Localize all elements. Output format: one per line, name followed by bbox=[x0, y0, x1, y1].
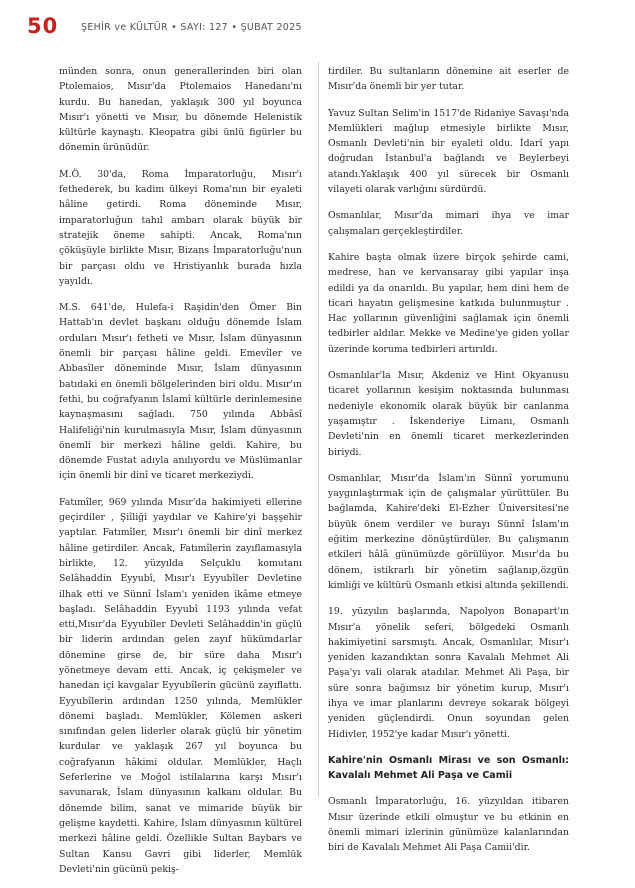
page-number: 50 bbox=[27, 14, 59, 38]
paragraph: Kahire başta olmak üzere birçok şehirde cami, medrese, han ve kervansaray gibi yapılar inşa edildi ya da onarıldı. Bu yapılar, hem dini hem de ticari hayatın gelişmesine katkıda bulunmuştur . Hac yollarının güvenliğini sağlamak için önemli tedbirler aldılar. Mekke ve Medine'ye giden yollar üzerinde koruma tedbirleri artırıldı. bbox=[328, 251, 569, 355]
paragraph: 19. yüzyılın başlarında, Napolyon Bonapart'ın Mısır'a yönelik seferi, bölgedeki Osmanlı hakimiyetini sarsmıştı. Ancak, Osmanlılar, Mısır'ı yeniden kazandıktan sonra Kavalalı Mehmet Ali Paşa'yı vali olarak atadılar. Mehmet Ali Paşa, bir süre sonra bağımsız bir yönetim kurup, Mısır'ı ihya ve imar planlarını devreye sokarak bölgeyi yeniden güçlendirdi. Onun soyundan gelen Hidivler, 1952'ye kadar Mısır'ı yönetti. bbox=[328, 606, 569, 740]
paragraph: M.S. 641'de, Hulefa-i Raşidin'den Ömer Bin Hattab'ın devlet başkanı olduğu dönemde İslam orduları Mısır'ı fetheti ve Mısır, İslam dünyasının önemli bir parçası hâline geldi. Emevîler ve Abbasîler döneminde Mısır, İslam dünyasının batıdaki en önemli bölgelerinden biri oldu. Mısır'ın fethi, bu coğrafyanın İslamî kültürle derinlemesine kaynaşmasını sağladı. 750 yılında Abbâsî Halifeliği'nin kurulmasıyla Mısır, İslam dünyasının önemli bir merkezi hâline geldi. Kahire, bu dönemde Fustat adıyla anılıyordu ve Müslümanlar için önemli bir dinî ve ticaret merkeziydi. bbox=[59, 302, 302, 482]
section-heading: Kahire'nin Osmanlı Mirası ve son Osmanlı: Kavalalı Mehmet Ali Paşa ve Camii bbox=[328, 754, 569, 782]
paragraph: M.Ö. 30'da, Roma İmparatorluğu, Mısır'ı fethederek, bu kadim ülkeyi Roma'nın bir eyaleti hâline getirdi. Roma döneminde Mısır, imparatorluğun tahıl ambarı olarak büyük bir stratejik öneme sahipti. Ancak, Roma'nın çöküşüyle birlikte Mısır, Bizans İmparatorluğu'nun bir parçası oldu ve Hristiyanlık burada hızla yayıldı. bbox=[59, 168, 302, 287]
paragraph: Osmanlılar, Mısır'da mimari ihya ve imar çalışmaları gerçekleştirdiler. bbox=[328, 210, 569, 237]
paragraph: Yavuz Sultan Selim'in 1517'de Ridaniye Savaşı'nda Memlükleri mağlup etmesiyle birlikte Mısır, Osmanlı Devleti'nin bir eyaleti oldu. İdarî yapı doğrudan İstanbul'a bağlandı ve Beylerbeyi atandı.Yaklaşık 400 yıl sürecek bir Osmanlı vilayeti olarak varlığını sürdürdü. bbox=[328, 107, 569, 196]
paragraph: münden sonra, onun generallerinden biri olan Ptolemaios, Mısır'da Ptolemaios Hanedanı'nı kurdu. Bu hanedan, yaklaşık 300 yıl boyunca Mısır'ı yönetti ve Mısır, bu dönemde Helenistik kültürle kaynaştı. Kleopatra gibi ünlü figürler bu dönemin ürünüdür. bbox=[59, 66, 302, 154]
publication-info: ŞEHİR ve KÜLTÜR • SAYI: 127 • ŞUBAT 2025 bbox=[81, 22, 302, 33]
paragraph: tirdiler. Bu sultanların dönemine ait eserler de Mısır'da önemli bir yer tutar. bbox=[328, 66, 569, 93]
paragraph: Osmanlılar'la Mısır, Akdeniz ve Hint Okyanusu ticaret yollarının kesişim noktasında bulunması nedeniyle ekonomik olarak büyük bir canlanma yaşamıştır . İskenderiye Limanı, Osmanlı Devleti'nin en önemli ticaret merkezlerinden biriydi. bbox=[328, 370, 569, 458]
paragraph: Osmanlılar, Mısır'da İslam'ın Sünnî yorumunu yaygınlaştırmak için de çalışmalar yürüttüler. Bu bağlamda, Kahire'deki El-Ezher Üniversitesi'ne büyük önem verdiler ve burayı Sünnî İslam'ın eğitim merkezine dönüştürdüler. Bu çalışmanın etkileri hâlâ günümüzde görülüyor. Mısır'da bu dönem, istikrarlı bir yönetim sağlanıp,özgün kimliği ve kültürü Osmanlı etkisi altında şekillendi. bbox=[328, 472, 569, 591]
paragraph: Fatımîler, 969 yılında Mısır'da hakimiyeti ellerine geçirdiler , Şiîliği yaydılar ve Kahire'yi başşehir yaptılar. Fatımîler, Mısır'ı önemli bir dinî merkez hâline getirdiler. Ancak, Fatımîlerin zayıflamasıyla birlikte, 12. yüzyılda Selçuklu komutanı Selâhaddin Eyyubî, Mısır'ı Eyyubîler Devletine ilhak etti ve Sünnî İslam'ı yeniden ikâme etmeye başladı. Selâhaddin Eyyubî 1193 yılında vefat etti,Mısır'da Eyyubîler Devleti Selâhaddin'in güçlü bir liderin ardından gelen zayıf hükümdarlar dönemine girse de, bir süre daha Mısır'ı yönetmeye devam etti. Ancak, iç çekişmeler ve hanedan içi kavgalar Eyyubîlerin gücünü zayıflattı. Eyyubîlerin ardından 1250 yılında, Memlükler dönemi başladı. Memlükler, Kölemen askeri sınıfından gelen liderler olarak güçlü bir yönetim kurdular ve yaklaşık 267 yıl boyunca bu coğrafyanın hâkimi oldular. Memlükler, Haçlı Seferlerine ve Moğol istilalarına karşı Mısır'ı savunarak, İslam dünyasının kalkanı oldular. Bu dönemde bilim, sanat ve mimaride büyük bir gelişme kaydetti. Kahire, İslam dünyasının kültürel merkezi hâline geldi. Özellikle Sultan Baybars ve Sultan Kansu Gavri gibi liderler, Memlük Devleti'nin gücünü pekiş- bbox=[59, 496, 302, 875]
left-column bbox=[59, 64, 302, 888]
right-column bbox=[328, 64, 569, 867]
column-divider bbox=[318, 62, 319, 797]
paragraph: Osmanlı İmparatorluğu, 16. yüzyıldan itibaren Mısır üzerinde etkili olmuştur ve bu etkinin en önemli mimari izlerinin günümüze kalanlarından biri de Kavalalı Mehmet Ali Paşa Camii'dir. bbox=[328, 796, 569, 854]
